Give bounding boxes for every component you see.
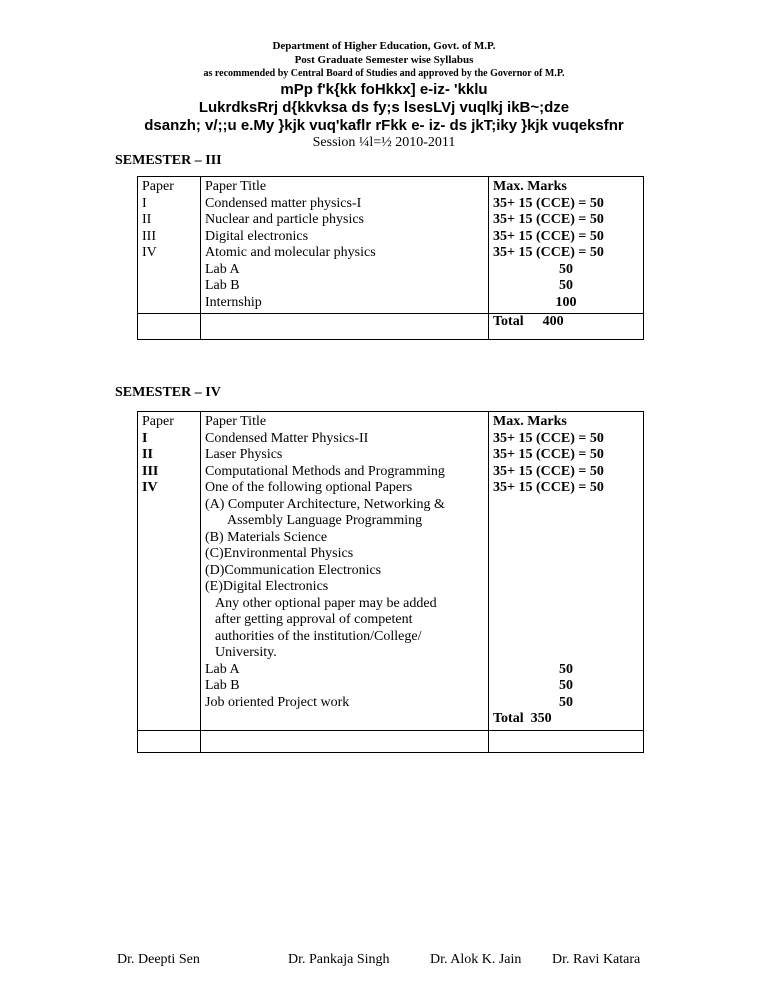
lab-title: Lab A xyxy=(205,661,240,677)
paper-marks: 35+ 15 (CCE) = 50 xyxy=(493,463,604,479)
total-value: 400 xyxy=(542,314,564,329)
header-department: Department of Higher Education, Govt. of M.P. xyxy=(272,40,496,52)
paper-title: Digital electronics xyxy=(205,228,309,244)
project-marks: 50 xyxy=(559,694,573,710)
internship-marks: 100 xyxy=(555,294,577,310)
semester-4-title: SEMESTER – IV xyxy=(115,385,221,400)
col-header-marks: Max. Marks xyxy=(493,179,567,194)
header-syllabus: Post Graduate Semester wise Syllabus xyxy=(294,54,474,66)
semester-4-table xyxy=(137,411,644,753)
paper-number: IV xyxy=(142,245,157,260)
paper-number: III xyxy=(142,228,156,244)
paper-marks: 35+ 15 (CCE) = 50 xyxy=(493,212,604,227)
semester-3-title: SEMESTER – III xyxy=(115,153,222,168)
optional-paper-c: (C)Environmental Physics xyxy=(205,546,354,561)
header-approval: as recommended by Central Board of Studies and approved by the Governor of M.P. xyxy=(203,68,565,79)
paper-marks: 35+ 15 (CCE) = 50 xyxy=(493,480,604,495)
col-header-paper: Paper xyxy=(142,414,174,429)
lab-title: Lab B xyxy=(205,678,240,693)
optional-note: after getting approval of competent xyxy=(215,612,413,627)
signature-pankaja-singh: Dr. Pankaja Singh xyxy=(288,952,390,967)
paper-title: One of the following optional Papers xyxy=(205,480,413,495)
lab-title: Lab A xyxy=(205,261,240,277)
optional-note: Any other optional paper may be added xyxy=(215,595,437,611)
lab-title: Lab B xyxy=(205,278,240,293)
signature-ravi-katara: Dr. Ravi Katara xyxy=(552,952,641,967)
paper-title: Atomic and molecular physics xyxy=(205,245,376,260)
col-header-paper: Paper xyxy=(142,179,174,194)
session-label: Session ¼l=½ 2010-2011 xyxy=(312,135,456,150)
optional-paper-a-cont: Assembly Language Programming xyxy=(227,513,423,528)
header-hindi-3: dsanzh; v/;;u e.My }kjk vuq'kaflr rFkk e- iz- ds jkT;iky }kjk vuqeksfnr xyxy=(144,117,624,134)
paper-title: Nuclear and particle physics xyxy=(205,212,364,227)
col-header-title: Paper Title xyxy=(205,414,267,429)
lab-marks: 50 xyxy=(559,661,573,677)
signature-alok-jain: Dr. Alok K. Jain xyxy=(430,952,522,967)
lab-marks: 50 xyxy=(559,278,573,293)
paper-marks: 35+ 15 (CCE) = 50 xyxy=(493,430,604,446)
total-label: Total xyxy=(493,314,524,329)
optional-paper-d: (D)Communication Electronics xyxy=(205,562,382,578)
paper-number: IV xyxy=(142,480,158,495)
optional-paper-a: (A) Computer Architecture, Networking & xyxy=(205,496,445,512)
optional-paper-e: (E)Digital Electronics xyxy=(205,579,329,594)
semester-3-table xyxy=(137,176,644,340)
paper-number: II xyxy=(142,447,153,462)
total-label: Total 350 xyxy=(493,711,552,726)
paper-number: II xyxy=(142,212,152,227)
paper-title: Condensed matter physics-I xyxy=(205,195,362,211)
signature-deepti-sen: Dr. Deepti Sen xyxy=(117,952,200,967)
lab-marks: 50 xyxy=(559,678,573,693)
internship-title: Internship xyxy=(205,294,262,310)
col-header-marks: Max. Marks xyxy=(493,414,567,429)
paper-marks: 35+ 15 (CCE) = 50 xyxy=(493,245,604,260)
lab-marks: 50 xyxy=(559,261,573,277)
paper-number: I xyxy=(142,195,147,211)
paper-marks: 35+ 15 (CCE) = 50 xyxy=(493,195,604,211)
header-hindi-1: mPp f'k{kk foHkkx] e-iz- 'kklu xyxy=(280,81,488,98)
paper-number: I xyxy=(142,430,148,446)
paper-title: Computational Methods and Programming xyxy=(205,463,445,479)
optional-note: authorities of the institution/College/ xyxy=(215,628,422,644)
paper-title: Condensed Matter Physics-II xyxy=(205,430,369,446)
paper-title: Laser Physics xyxy=(205,447,283,462)
paper-number: III xyxy=(142,463,159,479)
col-header-title: Paper Title xyxy=(205,179,267,194)
optional-note: University. xyxy=(215,645,277,660)
optional-paper-b: (B) Materials Science xyxy=(205,529,328,545)
paper-marks: 35+ 15 (CCE) = 50 xyxy=(493,228,604,244)
project-title: Job oriented Project work xyxy=(205,694,350,710)
paper-marks: 35+ 15 (CCE) = 50 xyxy=(493,447,604,462)
header-hindi-2: LukrdksRrj d{kkvksa ds fy;s lsesLVj vuqlkj ikB~;dze xyxy=(198,99,570,116)
